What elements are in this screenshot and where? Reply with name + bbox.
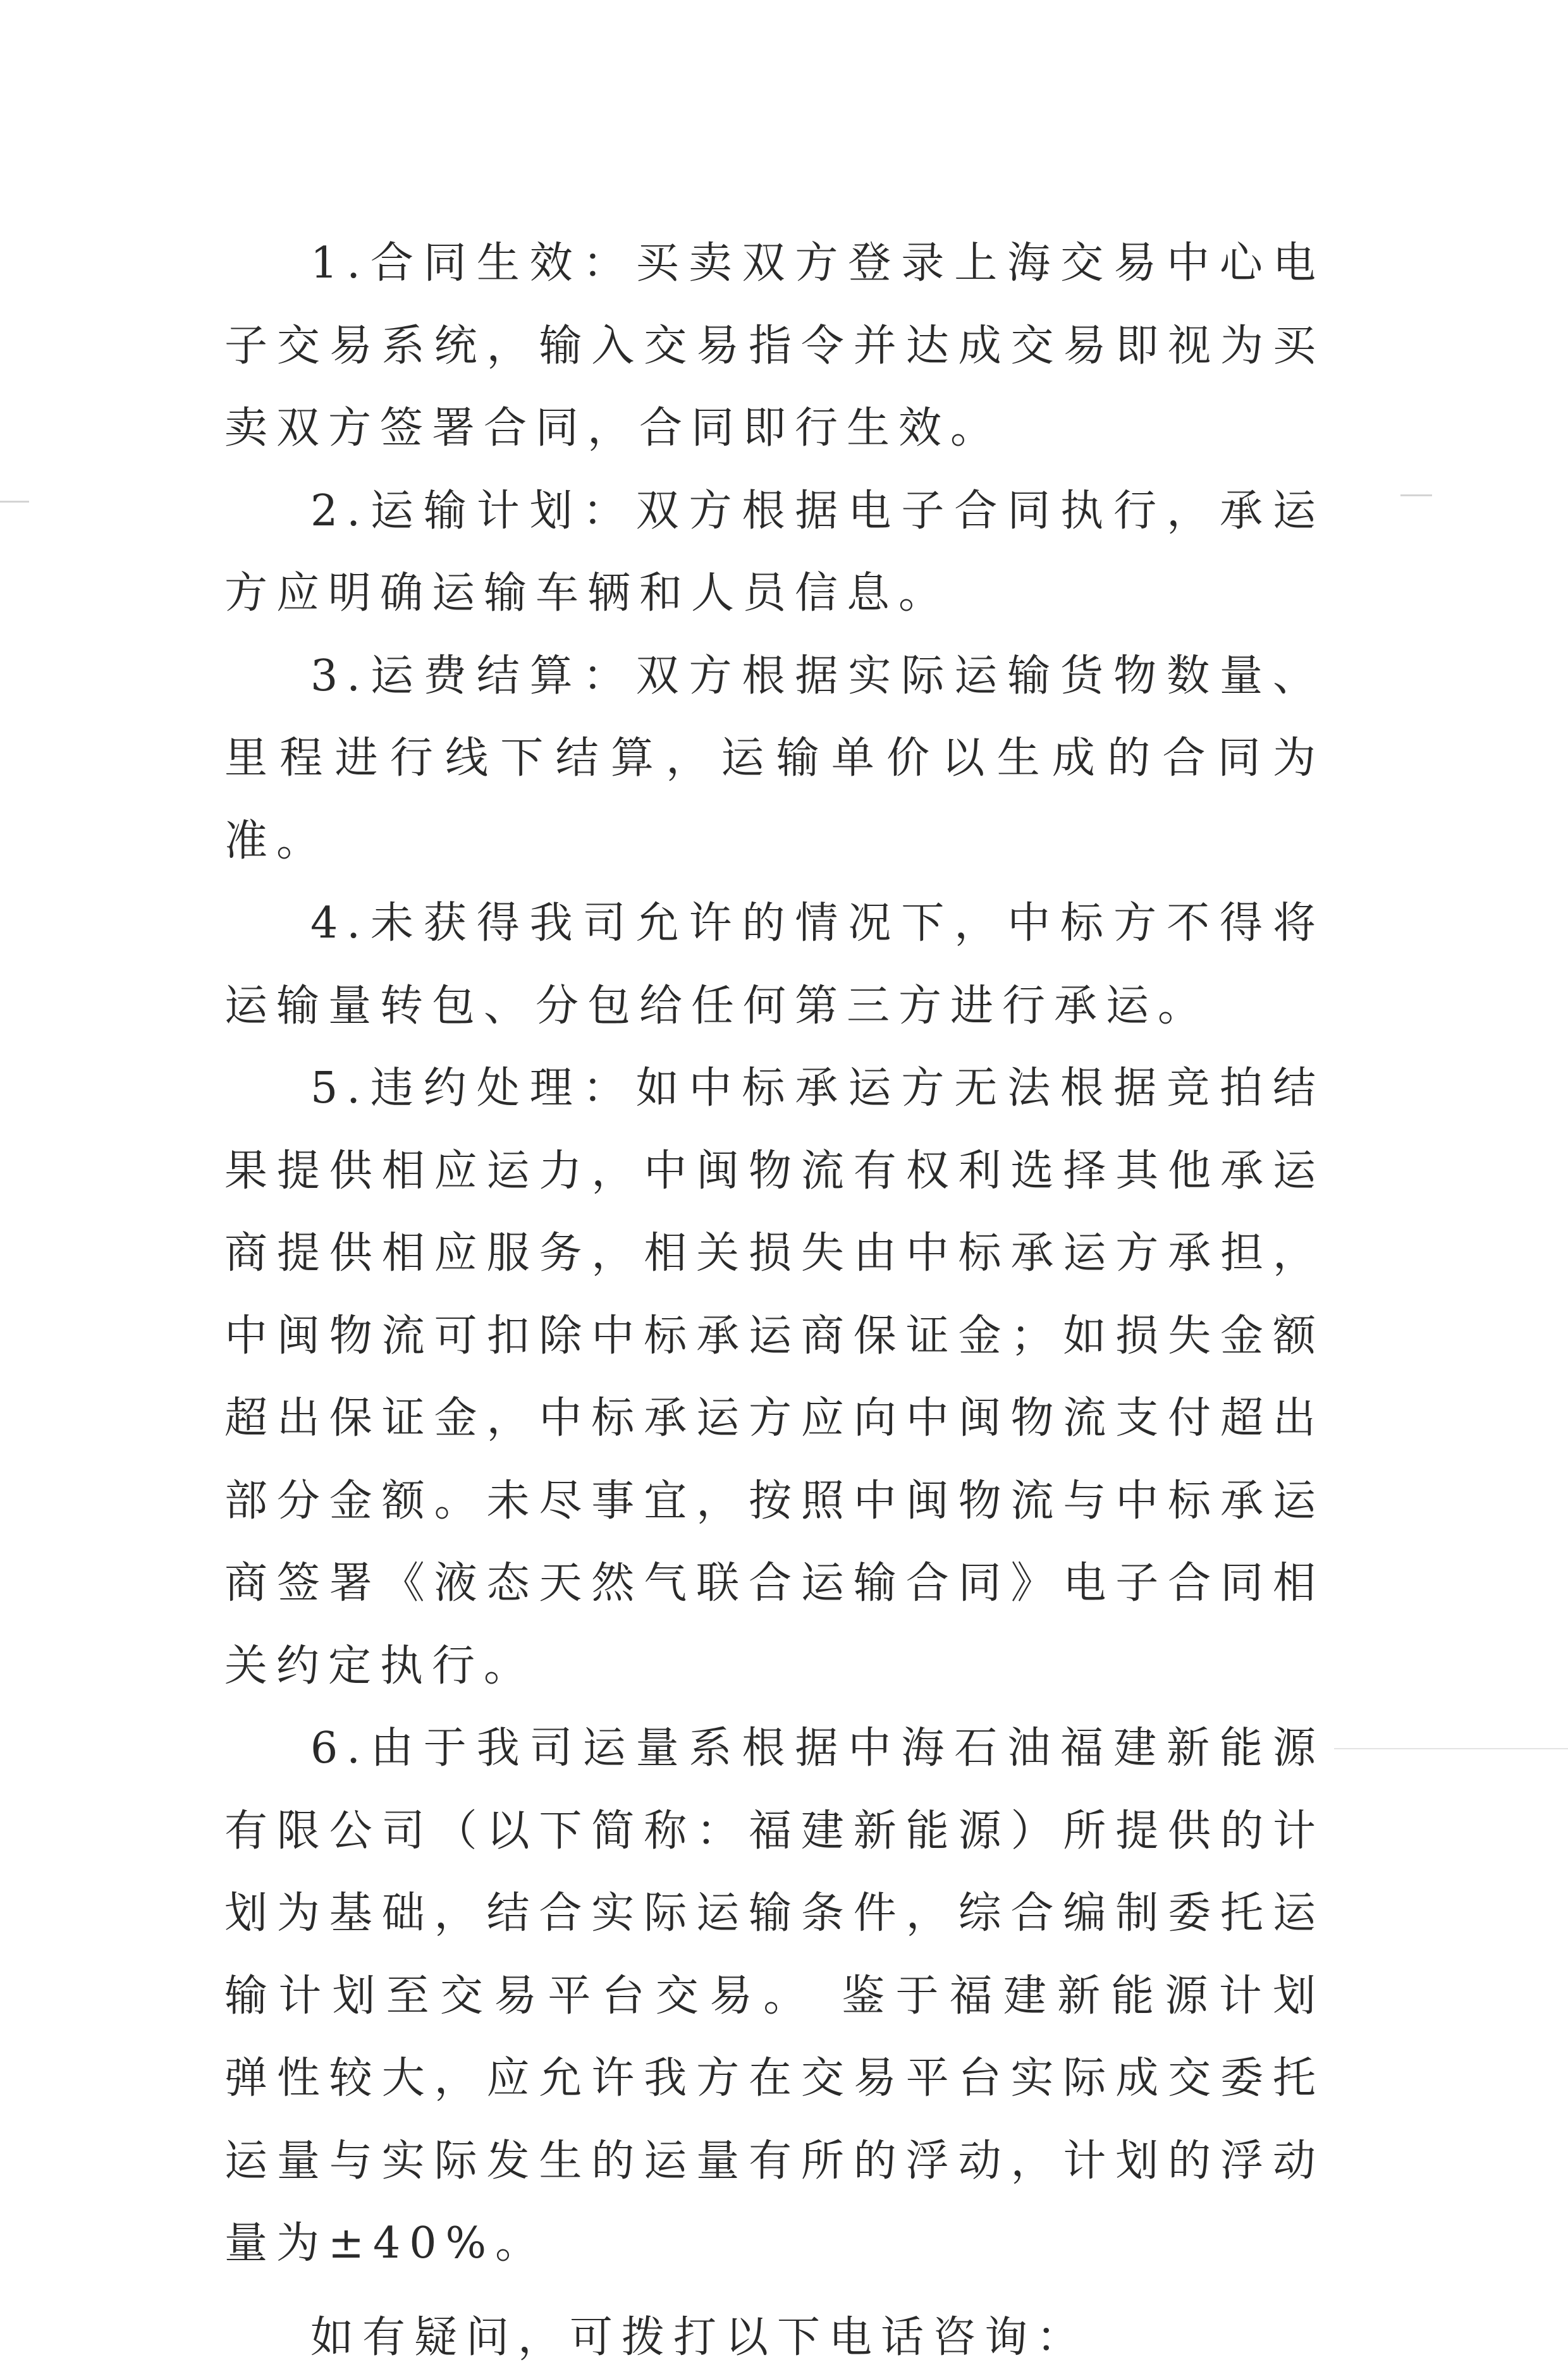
contact-line: 如有疑问，可拨打以下电话咨询： [224, 2297, 1325, 2379]
scan-line-right [1334, 1748, 1568, 1749]
paragraph-freight-settlement: 3.运费结算：双方根据实际运输货物数量、里程进行线下结算，运输单价以生成的合同为准。 [224, 635, 1325, 883]
paragraph-transport-plan: 2.运输计划：双方根据电子合同执行，承运方应明确运输车辆和人员信息。 [224, 470, 1325, 635]
paragraph-breach-handling: 5.违约处理：如中标承运方无法根据竞拍结果提供相应运力，中闽物流有权利选择其他承运商提供相应服务，相关损失由中标承运方承担，中闽物流可扣除中标承运商保证金；如损失金额超出保证金，中标承运方应向中闽物流支付超出部分金额。未尽事宜，按照中闽物流与中标承运商签署《液态天然气联合运输合同》电子合同相关约定执行。 [224, 1048, 1325, 1708]
document-body [224, 223, 1325, 2379]
paragraph-volume-fluctuation: 6.由于我司运量系根据中海石油福建新能源有限公司（以下简称：福建新能源）所提供的计划为基础，结合实际运输条件，综合编制委托运输计划至交易平台交易。 鉴于福建新能源计划弹性较大，应允许我方在交易平台实际成交委托运量与实际发生的运量有所的浮动，计划的浮动量为±40%。 [224, 1708, 1325, 2285]
scan-mark-left [0, 501, 29, 503]
paragraph-contract-effective: 1.合同生效：买卖双方登录上海交易中心电子交易系统，输入交易指令并达成交易即视为买卖双方签署合同，合同即行生效。 [224, 223, 1325, 470]
scan-mark-right [1400, 494, 1432, 496]
paragraph-subcontract-restriction: 4.未获得我司允许的情况下，中标方不得将运输量转包、分包给任何第三方进行承运。 [224, 883, 1325, 1048]
